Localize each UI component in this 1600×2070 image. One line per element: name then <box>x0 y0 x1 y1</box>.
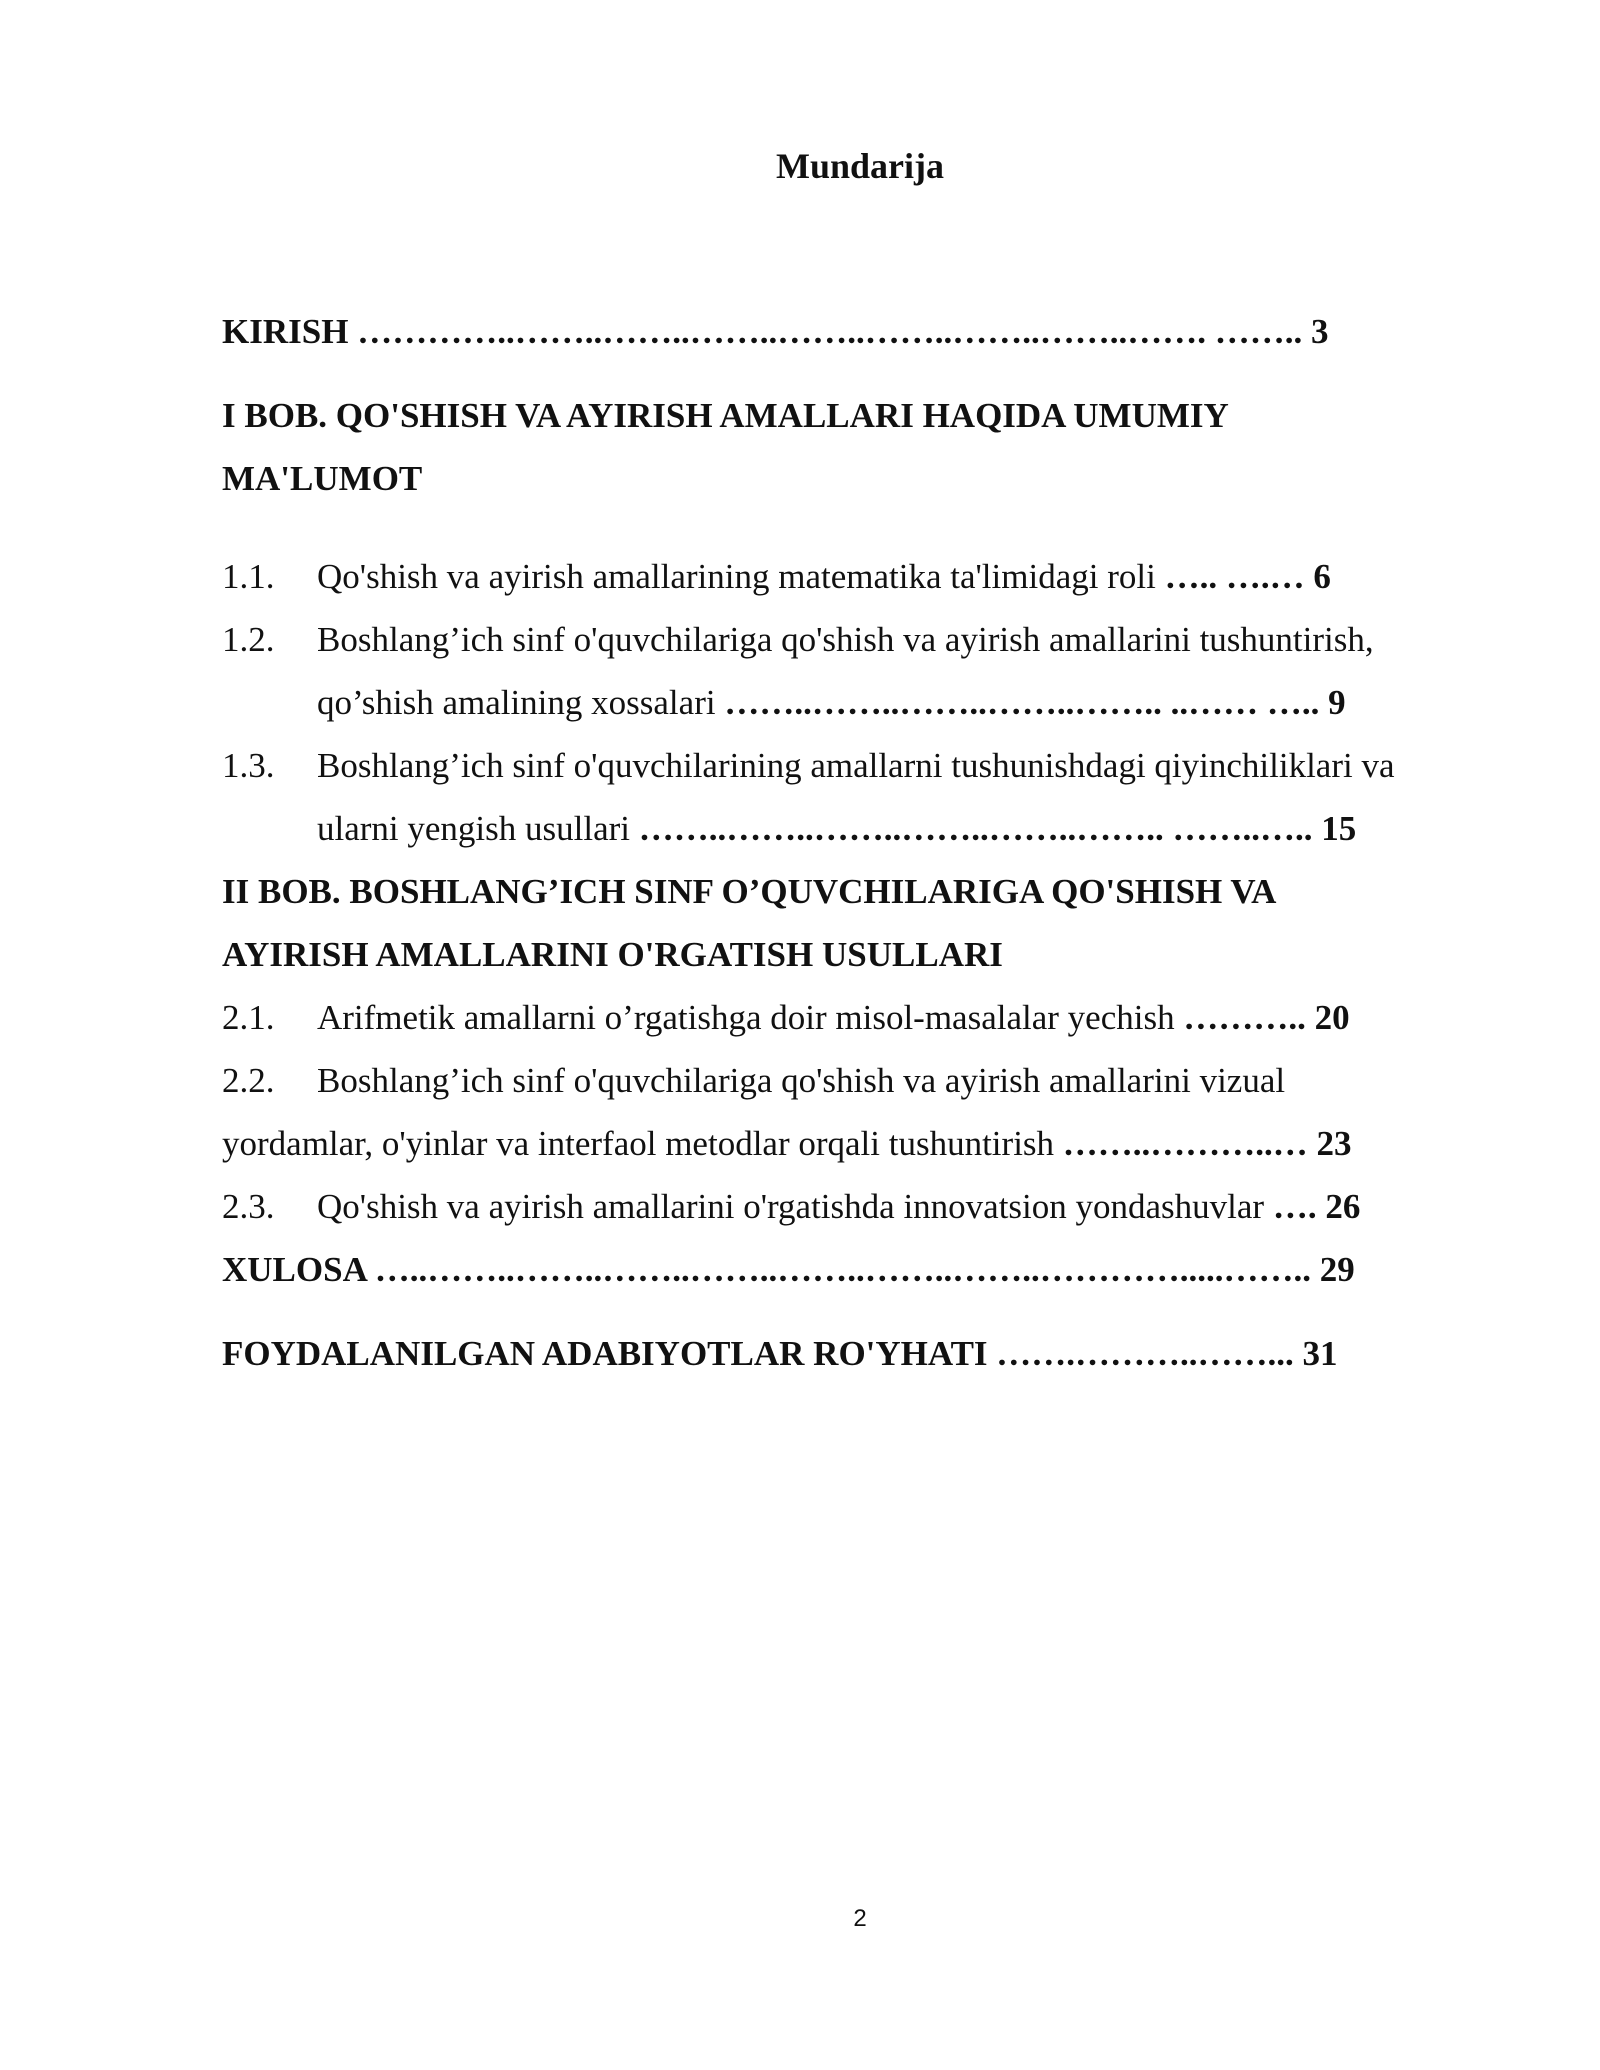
section-number: 2.2. <box>222 1061 275 1100</box>
toc-entry-text: KIRISH <box>222 312 349 351</box>
toc-page-number: 26 <box>1325 1187 1361 1226</box>
toc-section-1-2[interactable] <box>222 608 1462 671</box>
toc-page-number: 31 <box>1302 1334 1338 1373</box>
toc-chapter-2-cont <box>222 923 1462 986</box>
toc-leader-dots: ……….. <box>1183 998 1306 1037</box>
section-title: Arifmetik amallarni o’rgatishga doir misol-masalalar yechish <box>317 998 1175 1037</box>
toc-page-number: 15 <box>1321 809 1357 848</box>
chapter-title-line-2: AYIRISH AMALLARINI O'RGATISH USULLARI <box>222 935 1003 974</box>
toc-chapter-2[interactable] <box>222 860 1462 923</box>
toc-entry-references[interactable] <box>222 1322 1462 1385</box>
section-title-line-2: ularni yengish usullari <box>317 809 631 848</box>
toc-section-1-3-cont <box>222 797 1462 860</box>
section-number: 1.3. <box>222 746 275 785</box>
toc-leader-dots: ……..……..……..……..…….. ..…… ….. <box>724 683 1320 722</box>
section-title-line-1: Boshlang’ich sinf o'quvchilariga qo'shish va ayirish amallarini vizual <box>317 1061 1286 1100</box>
section-title: Qo'shish va ayirish amallarining matematika ta'limidagi roli <box>317 557 1156 596</box>
toc-section-1-3[interactable] <box>222 734 1462 797</box>
toc-chapter-1-cont <box>222 447 1462 510</box>
section-title-line-1: Boshlang’ich sinf o'quvchilarining amallarni tushunishdagi qiyinchiliklari va <box>317 746 1395 785</box>
chapter-title-line-2: MA'LUMOT <box>222 459 423 498</box>
toc-leader-dots: …. <box>1272 1187 1317 1226</box>
toc-page-number: 23 <box>1316 1124 1352 1163</box>
toc-leader-dots: …..……..……..……..……..……..……..……..………….....…….. <box>374 1250 1311 1289</box>
toc-section-1-2-cont <box>222 671 1462 734</box>
toc-page-number: 9 <box>1328 683 1346 722</box>
section-number: 2.3. <box>222 1187 275 1226</box>
toc-leader-dots: …….………..……... <box>996 1334 1294 1373</box>
section-title-line-2: yordamlar, o'yinlar va interfaol metodlar orqali tushuntirish <box>222 1124 1055 1163</box>
toc-page-number: 3 <box>1310 312 1329 351</box>
chapter-title-line-1: I BOB. QO'SHISH VA AYIRISH AMALLARI HAQIDA UMUMIY <box>222 396 1229 435</box>
toc-section-2-2[interactable] <box>222 1049 1462 1112</box>
page-title: Mundarija <box>775 146 944 186</box>
toc-entry-text: XULOSA <box>222 1250 366 1289</box>
toc-section-1-1[interactable] <box>222 545 1462 608</box>
toc-leader-dots: ….. ….… <box>1164 557 1305 596</box>
toc-entry-kirish[interactable] <box>222 300 1462 363</box>
toc-chapter-1[interactable] <box>222 384 1462 447</box>
section-title-line-2: qo’shish amalining xossalari <box>317 683 716 722</box>
toc-page-number: 6 <box>1313 557 1331 596</box>
section-title-line-1: Boshlang’ich sinf o'quvchilariga qo'shish va ayirish amallarini tushuntirish, <box>317 620 1374 659</box>
table-of-contents <box>222 300 1462 1385</box>
toc-section-2-2-cont <box>222 1112 1462 1175</box>
section-number: 1.1. <box>222 557 275 596</box>
section-number: 2.1. <box>222 998 275 1037</box>
section-number: 1.2. <box>222 620 275 659</box>
toc-section-2-1[interactable] <box>222 986 1462 1049</box>
page-footer-number: 2 <box>853 1905 867 1932</box>
toc-section-2-3[interactable] <box>222 1175 1462 1238</box>
section-title: Qo'shish va ayirish amallarini o'rgatishda innovatsion yondashuvlar <box>317 1187 1265 1226</box>
toc-entry-xulosa[interactable] <box>222 1238 1462 1301</box>
toc-leader-dots: …………..……..……..……..……..……..……..……..……. …….. <box>357 312 1303 351</box>
chapter-title-line-1: II BOB. BOSHLANG’ICH SINF O’QUVCHILARIGA QO'SHISH VA <box>222 872 1277 911</box>
toc-entry-text: FOYDALANILGAN ADABIYOTLAR RO'YHATI <box>222 1334 988 1373</box>
toc-page-number: 29 <box>1319 1250 1355 1289</box>
toc-leader-dots: ……..………..… <box>1062 1124 1308 1163</box>
toc-leader-dots: ……..……..……..……..……..…….. ……..….. <box>638 809 1313 848</box>
toc-page-number: 20 <box>1314 998 1350 1037</box>
